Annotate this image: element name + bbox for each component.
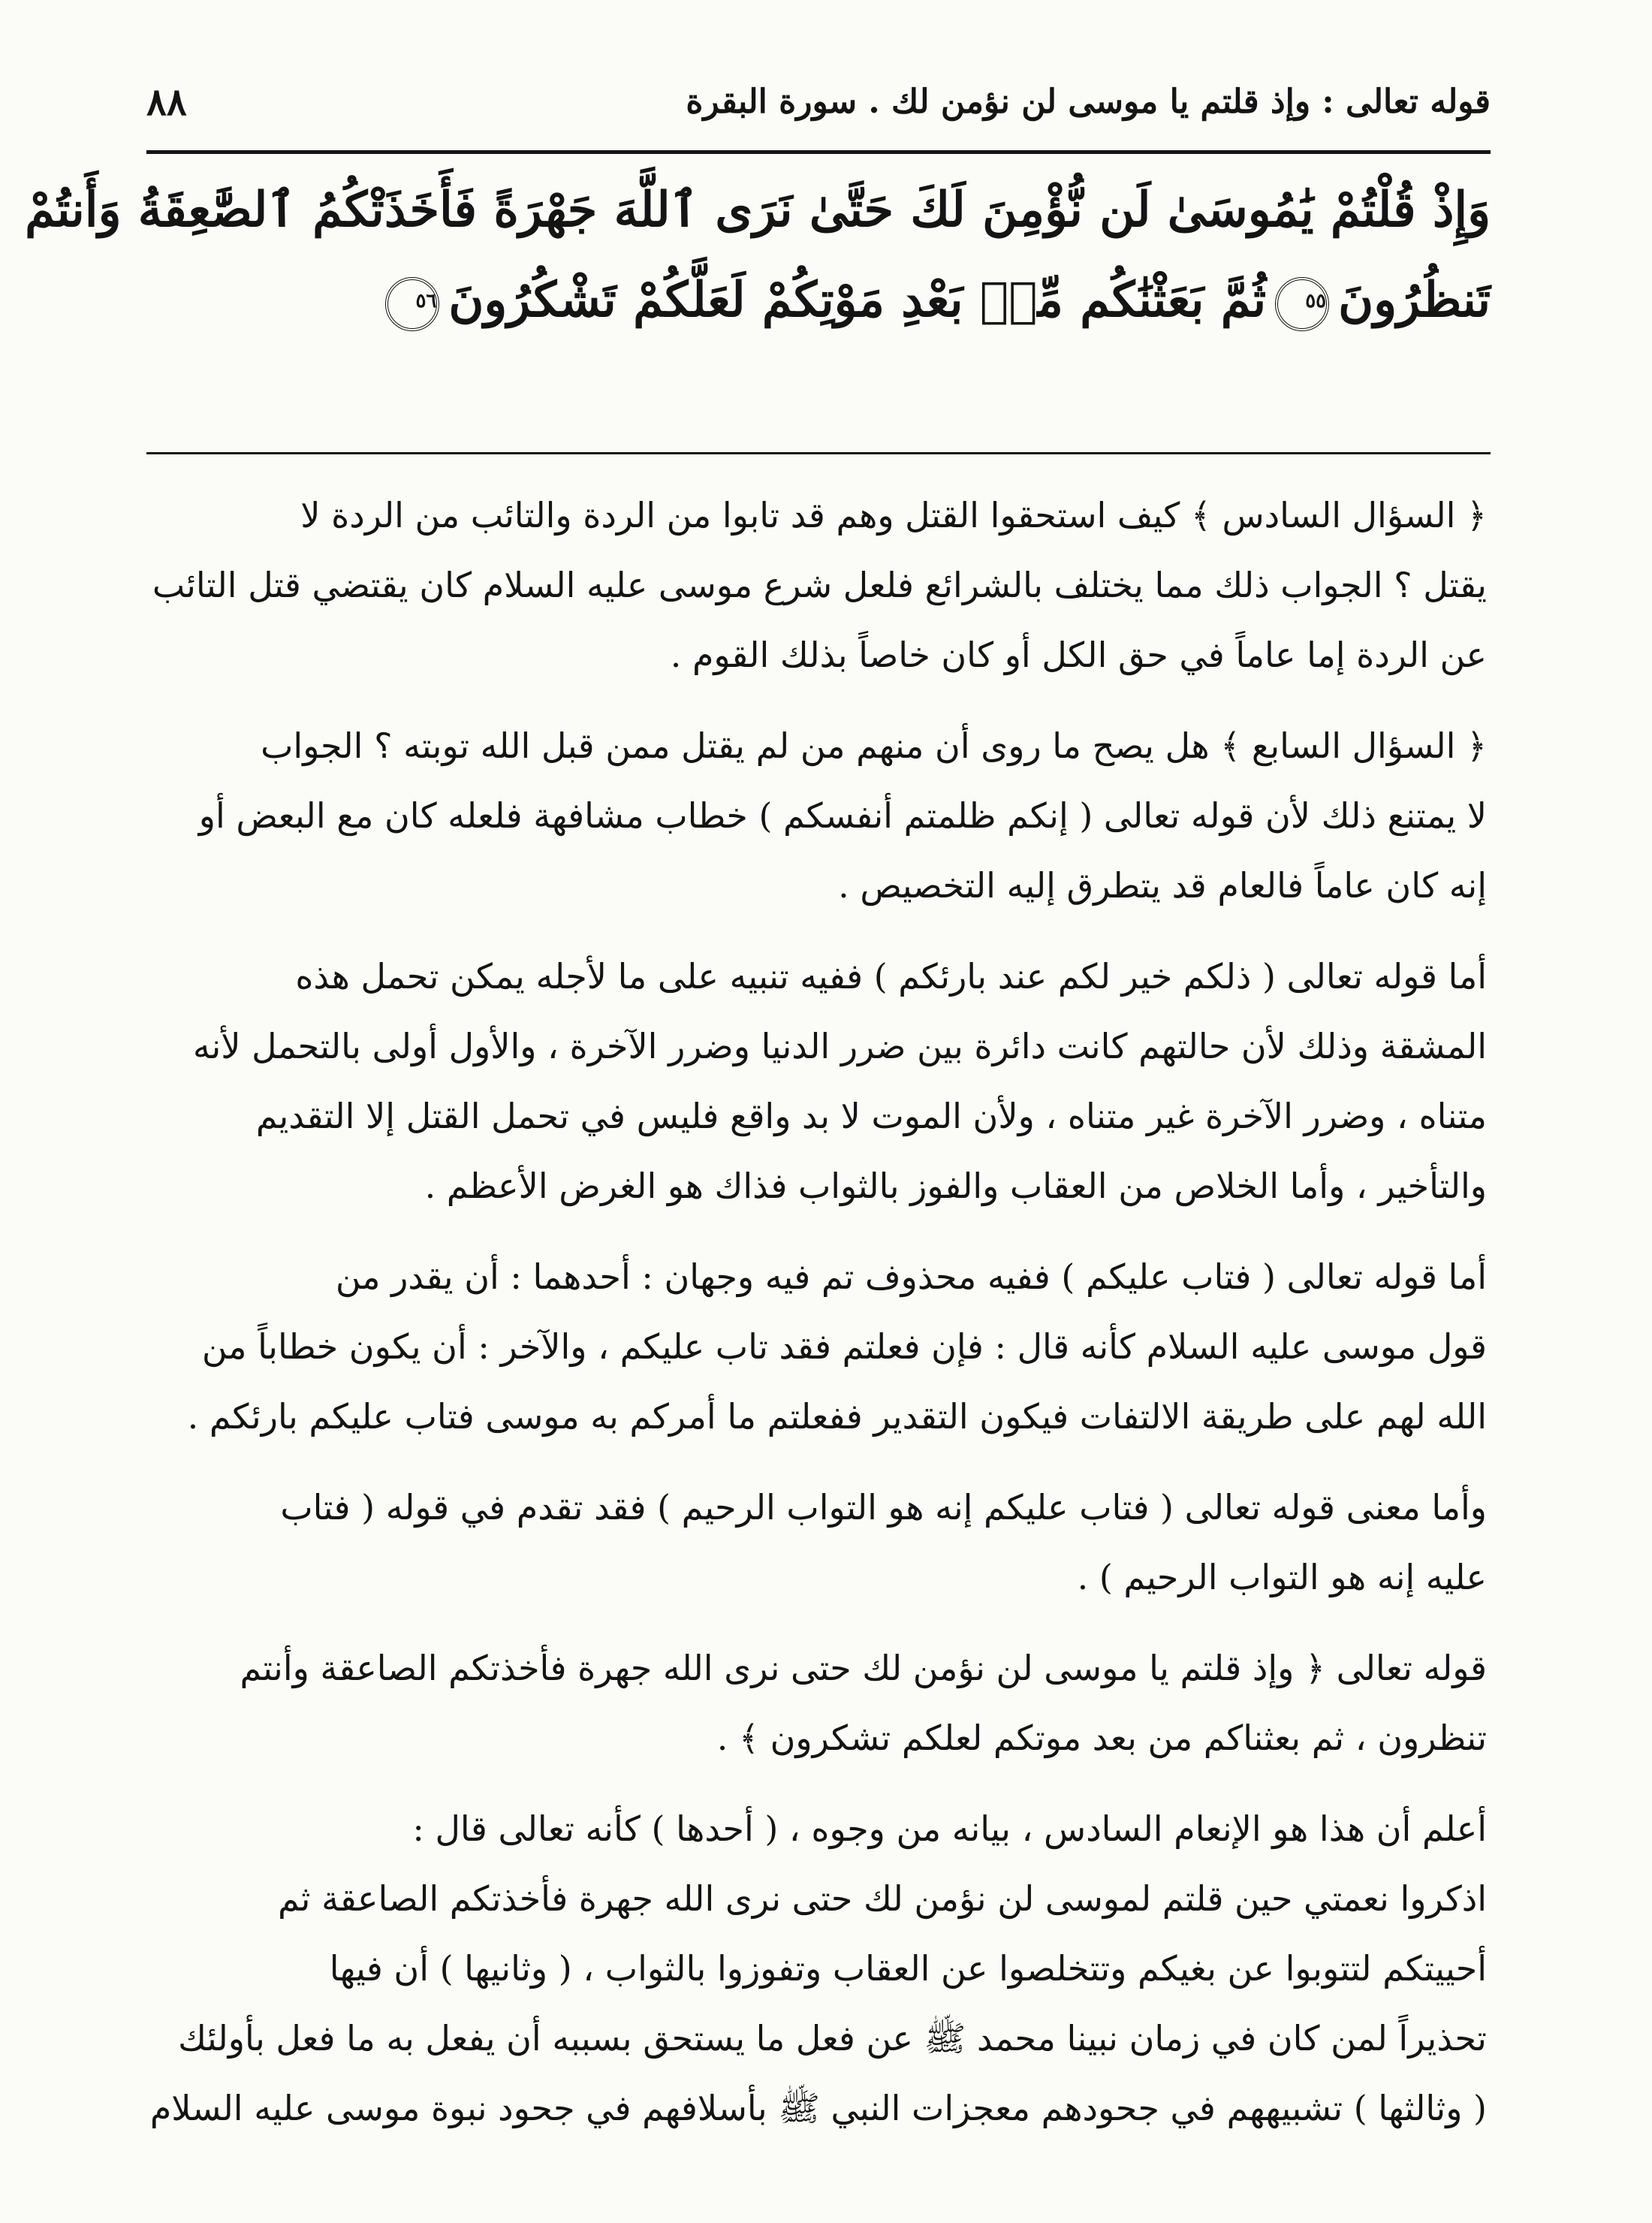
verse-line-2	[146, 255, 1491, 345]
paragraph: أما قوله تعالى ( فتاب عليكم ) ففيه محذوف تم فيه وجهان : أحدهما : أن يقدر من قول موسى عليه السلام كأنه قال : فإن فعلتم فقد تاب عليكم ، والآخر : أن يكون خطاباً من الله لهم على طريقة الالتفات فيكون التقدير ففعلتم ما أمركم به موسى فتاب عليكم بارئكم .	[187, 1256, 1487, 1437]
quran-verse-block	[25, 165, 1491, 345]
header-rule	[146, 150, 1491, 154]
paragraph: أما قوله تعالى ( ذلكم خير لكم عند بارئكم ) ففيه تنبيه على ما لأجله يمكن تحمل هذه المشقة وذلك لأن حالتهم كانت دائرة بين ضرر الدنيا وضرر الآخرة ، والأول أولى بالتحمل لأنه متناه ، وضرر الآخرة غير متناه ، ولأن الموت لا بد واقع فليس في تحمل القتل إلا التقديم والتأخير ، وأما الخلاص من العقاب والفوز بالثواب فذاك هو الغرض الأعظم .	[192, 956, 1487, 1206]
paragraph: ﴿ السؤال السادس ﴾ كيف استحقوا القتل وهم قد تابوا من الردة والتائب من الردة لا يقتل ؟ الجواب ذلك مما يختلف بالشرائع فلعل شرع موسى عليه السلام كان يقتضي قتل التائب عن الردة إما عاماً في حق الكل أو كان خاصاً بذلك القوم .	[152, 495, 1487, 675]
ayah-number-marker: ٥٥	[1275, 277, 1329, 331]
page-header	[146, 71, 1491, 131]
verse-rule	[146, 452, 1491, 454]
ayah-number-marker: ٥٦	[385, 277, 439, 331]
paragraph: ﴿ السؤال السابع ﴾ هل يصح ما روى أن منهم من لم يقتل ممن قبل الله توبته ؟ الجواب لا يمتنع ذلك لأن قوله تعالى ( إنكم ظلمتم أنفسكم ) خطاب مشافهة فلعله كان مع البعض أو إنه كان عاماً فالعام قد يتطرق إليه التخصيص .	[198, 725, 1487, 906]
paragraph: وأما معنى قوله تعالى ( فتاب عليكم إنه هو التواب الرحيم ) فقد تقدم في قوله ( فتاب عليه إنه هو التواب الرحيم ) .	[280, 1487, 1487, 1597]
verse-line-1: وَإِذْ قُلْتُمْ يَٰمُوسَىٰ لَن نُّؤْمِنَ لَكَ حَتَّىٰ نَرَى ٱللَّهَ جَهْرَةً فَأَخَذَتْكُمُ ٱلصَّٰعِقَةُ وَأَنتُمْ	[25, 182, 1491, 238]
verse-text-a: تَنظُرُونَ	[1338, 272, 1491, 328]
commentary-body	[113, 481, 1487, 2164]
paragraph: أعلم أن هذا هو الإنعام السادس ، بيانه من وجوه ، ( أحدها ) كأنه تعالى قال : اذكروا نعمتي حين قلتم لموسى لن نؤمن لك حتى نرى الله جهرة فأخذتكم الصاعقة ثم أحييتكم لتتوبوا عن بغيكم وتتخلصوا عن العقاب وتفوزوا بالثواب ، ( وثانيها ) أن فيها تحذيراً لمن كان في زمان نبينا محمد ﷺ عن فعل ما يستحق بسببه أن يفعل به ما فعل بأولئك ( وثالثها ) تشبيههم في جحودهم معجزات النبي ﷺ بأسلافهم في جحود نبوة موسى عليه السلام	[149, 1808, 1487, 2128]
running-title: قوله تعالى : وإذ قلتم يا موسى لن نؤمن لك . سورة البقرة	[686, 82, 1491, 121]
page-number: ٨٨	[146, 79, 187, 124]
paragraph: قوله تعالى ﴿ وإذ قلتم يا موسى لن نؤمن لك حتى نرى الله جهرة فأخذتكم الصاعقة وأنتم تنظرون ، ثم بعثناكم من بعد موتكم لعلكم تشكرون ﴾ .	[240, 1648, 1487, 1758]
verse-text-b: ثُمَّ بَعَثْنَٰكُم مِّنۢ بَعْدِ مَوْتِكُمْ لَعَلَّكُمْ تَشْكُرُونَ	[448, 272, 1267, 328]
